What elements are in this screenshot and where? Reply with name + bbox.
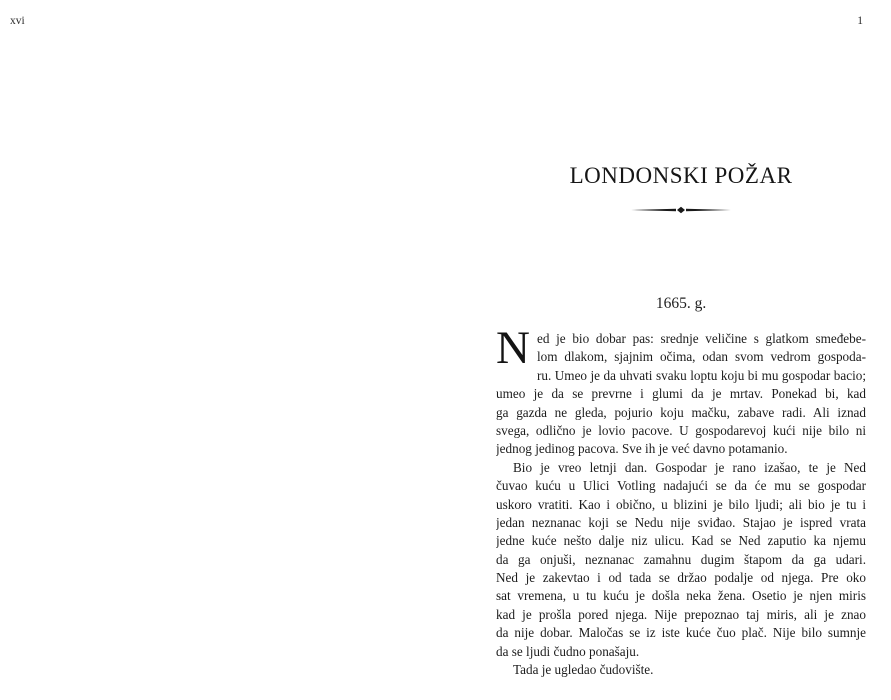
text-line: Bio je vreo letnji dan. Gospodar je rano izašao, te je Ned [513,459,866,475]
text-line: ga gazda ne gleda, pojurio koju mačku, zabave radi. Ali iznad [496,404,866,420]
text-line: da se ljudi čudno ponašaju. [496,643,640,659]
paragraph [496,322,866,459]
text-line: da nije dobar. Maločas se iz iste kuće čuo plač. Nije bilo sumnje [496,625,866,641]
text-line: lom dlakom, sjajnim očima, odan svom vedrom gospoda- [537,349,866,365]
text-line: Tada je ugledao čudovište. [513,662,654,678]
text-line: Ned je zakevtao i od tada se držao podalje od njega. Pre oko [496,570,866,586]
text-line: ru. Umeo je da uhvati svaku loptu koju bi mu gospodar bacio; [537,367,866,383]
paragraph [496,661,866,679]
text-line: uskoro vratiti. Kao i obično, u blizini je bilo ljudi; ali bio je tu i [496,496,866,512]
swelled-rule-divider-icon [496,201,866,219]
body-text [496,322,866,679]
text-line: kad je prošla pored njega. Nije prepoznao taj miris, ali je znao [496,606,866,622]
text-line: jedan neznanac koji se Nedu nije sviđao. Stajao je ispred vrata [496,514,866,530]
chapter-title: LONDONSKI POŽAR [569,163,793,188]
text-line: jedne kuće nešto dalje niz ulicu. Kad se Ned zaputio ka njemu [496,533,866,549]
drop-cap: N [496,322,530,374]
text-line: jednog jedinog pacova. Sve ih je već davno potamanio. [496,441,788,457]
text-line: čuvao kuću u Ulici Votling nadajući se da će mu se gospodar [496,478,866,494]
text-line: da ga onjuši, neznanac zamahnu dugim štapom da ga udari. [496,551,866,567]
right-page-number: 1 [857,15,863,27]
date-heading: 1665. g. [655,295,707,312]
left-page-number: xvi [10,15,25,27]
text-line: sat vremena, u tu kuću je došla neka žena. Osetio je njen miris [496,588,866,604]
paragraph [496,459,866,661]
text-line: svega, odlično je lovio pacove. U gospodarevoj kući nije bilo ni [496,422,866,438]
text-line: umeo je da se prevrne i glumi da je mrtav. Ponekad bi, kad [496,386,866,402]
text-line: ed je bio dobar pas: srednje veličine s glatkom smeđebe- [537,331,866,346]
